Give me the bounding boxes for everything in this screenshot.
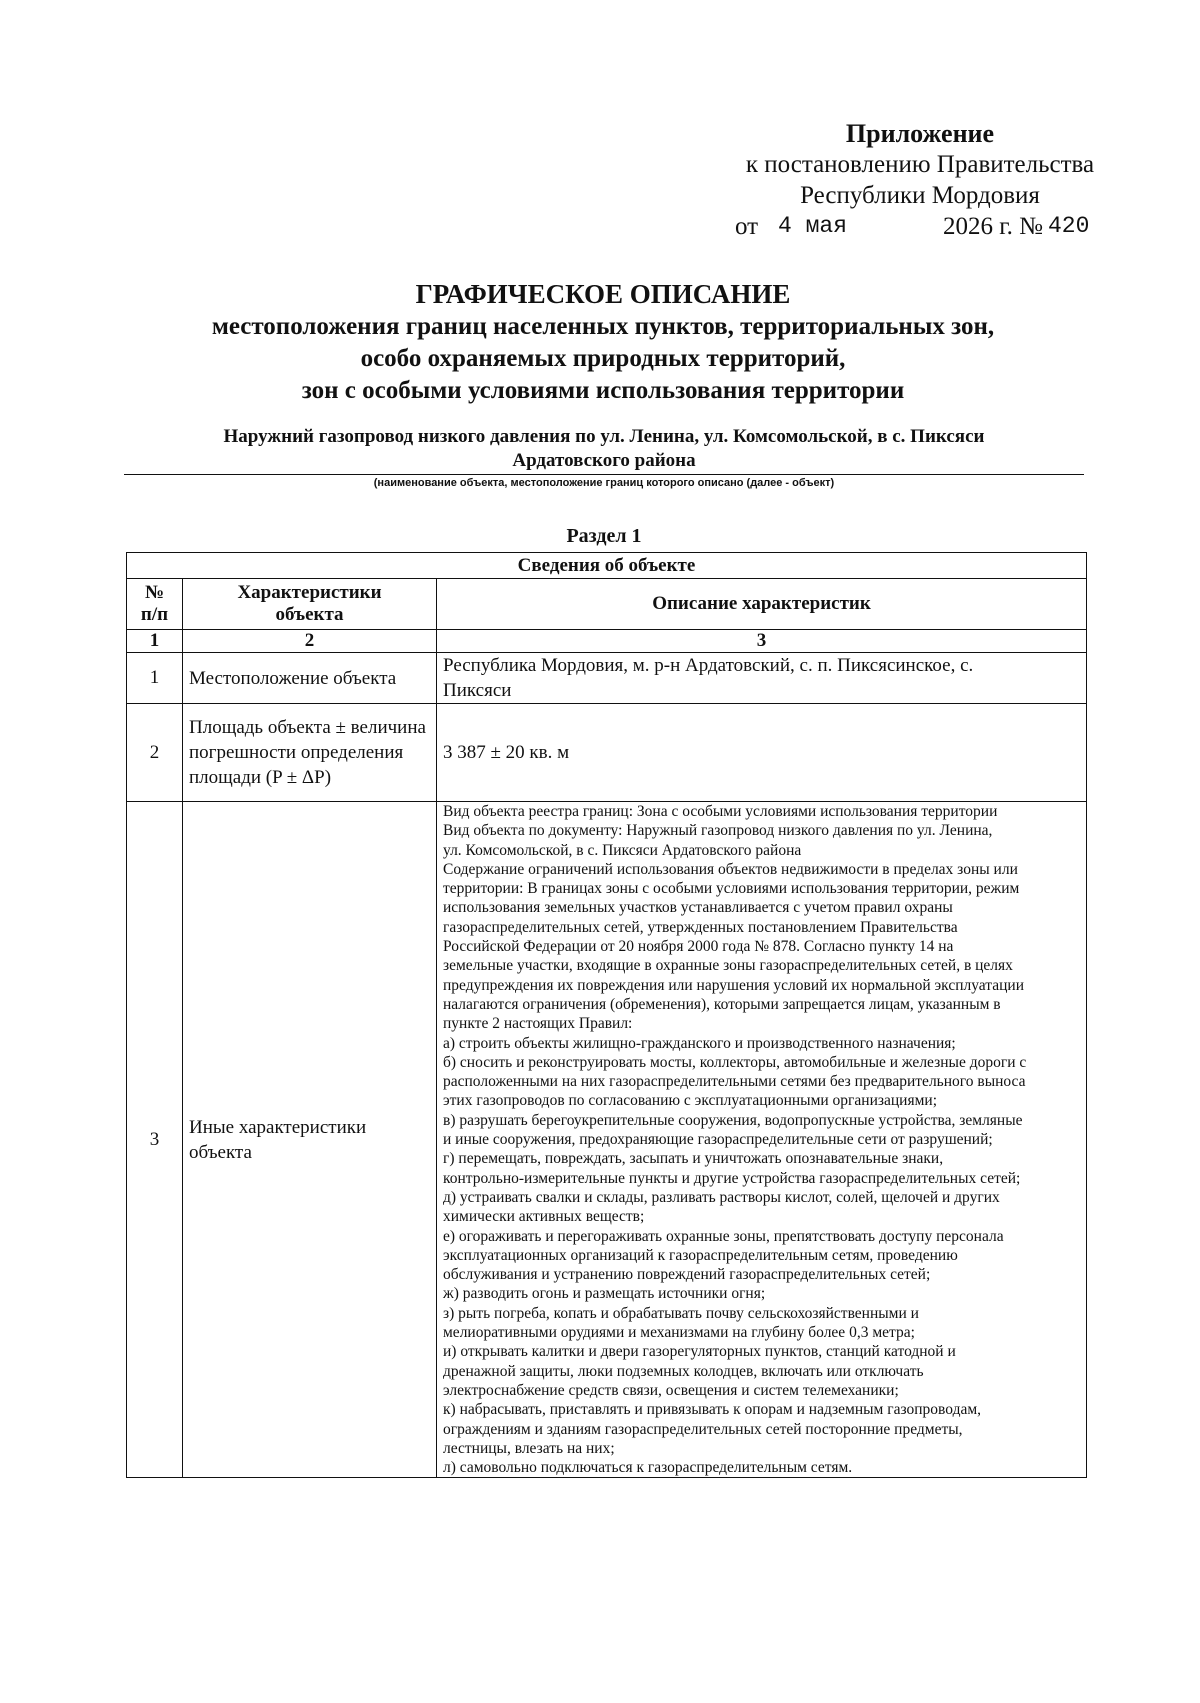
description-line: территории: В границах зоны с особыми условиями использования территории, режим — [443, 880, 1020, 898]
description-line: эксплуатационных организаций к газораспределительным сетям, проведению — [443, 1246, 958, 1264]
appendix-line-2: Республики Мордовия — [800, 182, 1040, 209]
title-sub-line-3: зон с особыми условиями использования территории — [301, 377, 905, 404]
object-name-underline — [124, 474, 1084, 475]
appendix-header — [700, 118, 1140, 242]
description-line: предупреждения их повреждения или нарушения условий их нормальной эксплуатации — [443, 976, 1024, 994]
row-label: Площадь объекта ± величина погрешности определения площади (P ± ΔP) — [183, 704, 437, 802]
description-line: в) разрушать берегоукрепительные сооружения, водопропускные устройства, земляные — [443, 1111, 1023, 1129]
title-sub-line-1: местоположения границ населенных пунктов, территориальных зон, — [211, 313, 995, 340]
description-line: контрольно-измерительные пункты и другие устройства газораспределительных сетей; — [443, 1169, 1021, 1187]
table-caption-row — [127, 553, 1087, 579]
description-line: е) огораживать и перегораживать охранные зоны, препятствовать доступу персонала — [443, 1227, 1004, 1245]
row-number: 1 — [127, 653, 183, 704]
header-characteristics: Характеристики объекта — [183, 579, 437, 630]
document-number: 420 — [1048, 213, 1090, 239]
column-number-2: 2 — [183, 630, 437, 653]
description-line: ж) разводить огонь и размещать источники огня; — [443, 1285, 766, 1303]
description-line: лестницы, влезать на них; — [443, 1439, 615, 1457]
description-line: и) открывать калитки и двери газорегуляторных пунктов, станций катодной и — [443, 1343, 956, 1361]
title-sub-line-2: особо охраняемых природных территорий, — [360, 345, 846, 372]
object-caption: (наименование объекта, местоположение границ которого описано (далее - объект) — [373, 477, 835, 489]
date-year: 2026 г. № — [943, 213, 1044, 240]
header-description: Описание характеристик — [437, 579, 1087, 630]
date-prefix: от — [735, 213, 759, 240]
description-line: б) сносить и реконструировать мосты, коллекторы, автомобильные и железные дороги с — [443, 1053, 1027, 1071]
object-name-line-2: Ардатовского района — [512, 450, 696, 471]
title-main: ГРАФИЧЕСКОЕ ОПИСАНИЕ — [415, 279, 791, 309]
table-caption: Сведения об объекте — [127, 553, 1087, 579]
object-name-line-1: Наружний газопровод низкого давления по ул. Ленина, ул. Комсомольской, в с. Пиксяси — [223, 426, 985, 447]
appendix-heading: Приложение — [845, 119, 995, 148]
appendix-date-line — [700, 211, 1140, 242]
document-title — [118, 278, 1088, 407]
row-label: Местоположение объекта — [183, 653, 437, 704]
object-name — [124, 425, 1084, 473]
column-number-3: 3 — [437, 630, 1087, 653]
header-number: № п/п — [127, 579, 183, 630]
table-row — [127, 704, 1087, 802]
description-line: Вид объекта реестра границ: Зона с особыми условиями использования территории — [443, 803, 998, 820]
date-day-month: 4 мая — [778, 213, 848, 239]
description-line: Вид объекта по документу: Наружный газопровод низкого давления по ул. Ленина, — [443, 822, 993, 840]
description-line: з) рыть погреба, копать и обрабатывать почву сельскохозяйственными и — [443, 1304, 919, 1322]
description-line: Российской Федерации от 20 ноября 2000 года № 878. Согласно пункту 14 на — [443, 938, 954, 956]
description-line: пункте 2 настоящих Правил: — [443, 1015, 633, 1033]
description-line: к) набрасывать, приставлять и привязывать к опорам и надземным газопроводам, — [443, 1401, 982, 1419]
object-info-table — [126, 552, 1087, 1478]
description-line: мелиоративными орудиями и механизмами на глубину более 0,3 метра; — [443, 1324, 915, 1342]
description-line: земельные участки, входящие в охранные зоны газораспределительных сетей, в целях — [443, 957, 1013, 975]
row-description — [437, 802, 1087, 1478]
description-line: налагаются ограничения (обременения), которыми запрещается лицам, указанным в — [443, 995, 1001, 1013]
appendix-line-1: к постановлению Правительства — [745, 151, 1095, 178]
description-line: химически активных веществ; — [443, 1208, 645, 1226]
description-line: а) строить объекты жилищно-гражданского и производственного назначения; — [443, 1034, 956, 1052]
description-line: обслуживания и устранению повреждений газораспределительных сетей; — [443, 1266, 931, 1284]
row-value: Республика Мордовия, м. р-н Ардатовский, с. п. Пиксясинское, с. Пиксяси — [437, 653, 1087, 704]
row-value: 3 387 ± 20 кв. м — [437, 704, 1087, 802]
table-header-row — [127, 579, 1087, 630]
description-line: ул. Комсомольской, в с. Пиксяси Ардатовского района — [443, 841, 802, 859]
column-number-1: 1 — [127, 630, 183, 653]
description-line: этих газопроводов по согласованию с эксплуатационными организациями; — [443, 1092, 938, 1110]
description-line: и иные сооружения, предохраняющие газораспределительные сети от разрушений; — [443, 1131, 993, 1149]
description-line: Содержание ограничений использования объектов недвижимости в пределах зоны или — [443, 860, 1018, 878]
row-number: 3 — [127, 802, 183, 1478]
description-line: электроснабжение средств связи, освещения и систем телемеханики; — [443, 1381, 899, 1399]
column-number-row — [127, 630, 1087, 653]
row-number: 2 — [127, 704, 183, 802]
table-row — [127, 802, 1087, 1478]
description-line: использования земельных участков устанавливается с учетом правил охраны — [443, 899, 953, 917]
description-line: дренажной защиты, люки подземных колодцев, включать или отключать — [443, 1362, 924, 1380]
section-title: Раздел 1 — [566, 525, 642, 547]
description-line: г) перемещать, повреждать, засыпать и уничтожать опознавательные знаки, — [443, 1150, 944, 1168]
table-row — [127, 653, 1087, 704]
description-line: расположенными на них газораспределительными сетями без предварительного выноса — [443, 1073, 1026, 1091]
description-line: д) устраивать свалки и склады, разливать растворы кислот, солей, щелочей и других — [443, 1188, 1000, 1206]
description-line: ограждениям и зданиям газораспределительных сетей посторонние предметы, — [443, 1420, 963, 1438]
description-line: л) самовольно подключаться к газораспределительным сетям. — [443, 1459, 853, 1477]
row-label: Иные характеристики объекта — [183, 802, 437, 1478]
description-line: газораспределительных сетей, утвержденных постановлением Правительства — [443, 918, 958, 936]
